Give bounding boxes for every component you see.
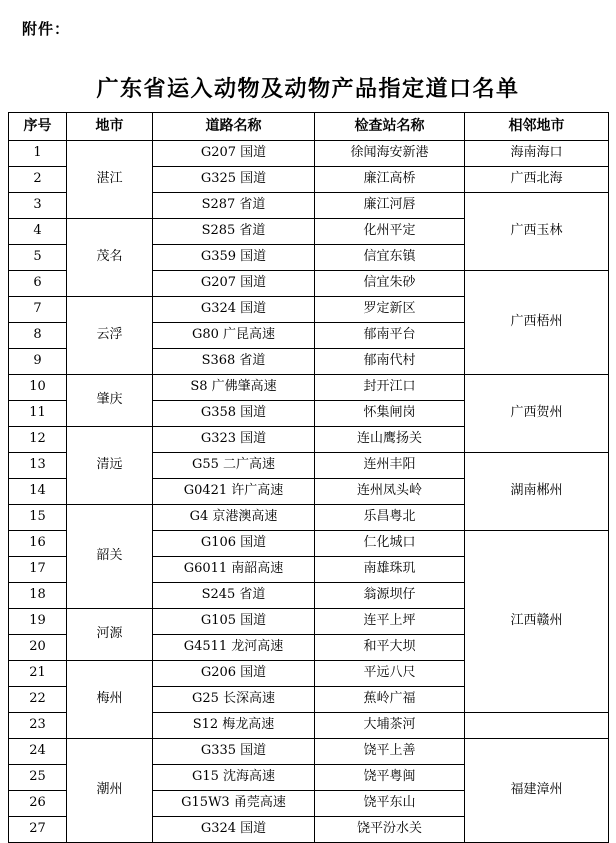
cell-road-name: G358 国道 — [153, 401, 315, 427]
cell-station-name: 封开江口 — [315, 375, 465, 401]
column-header-adjacent: 相邻地市 — [465, 113, 609, 141]
cell-station-name: 翁源坝仔 — [315, 583, 465, 609]
cell-road-name: S8 广佛肇高速 — [153, 375, 315, 401]
cell-adjacent-city: 福建漳州 — [465, 739, 609, 843]
cell-seq: 9 — [9, 349, 67, 375]
cell-road-name: S285 省道 — [153, 219, 315, 245]
cell-road-name: G4 京港澳高速 — [153, 505, 315, 531]
cell-road-name: G324 国道 — [153, 817, 315, 843]
cell-station-name: 饶平东山 — [315, 791, 465, 817]
cell-seq: 15 — [9, 505, 67, 531]
cell-station-name: 怀集闸岗 — [315, 401, 465, 427]
cell-station-name: 饶平上善 — [315, 739, 465, 765]
cell-adjacent-city: 湖南郴州 — [465, 453, 609, 531]
cell-station-name: 仁化城口 — [315, 531, 465, 557]
cell-seq: 7 — [9, 297, 67, 323]
cell-seq: 19 — [9, 609, 67, 635]
attachment-label: 附件： — [22, 20, 71, 38]
column-header-station: 检查站名称 — [315, 113, 465, 141]
designated-checkpoints-table — [8, 112, 609, 843]
cell-city: 清远 — [67, 427, 153, 505]
cell-city: 湛江 — [67, 141, 153, 219]
cell-city: 云浮 — [67, 297, 153, 375]
cell-station-name: 连山鹰扬关 — [315, 427, 465, 453]
cell-station-name: 廉江高桥 — [315, 167, 465, 193]
cell-seq: 3 — [9, 193, 67, 219]
cell-seq: 5 — [9, 245, 67, 271]
cell-seq: 24 — [9, 739, 67, 765]
cell-seq: 13 — [9, 453, 67, 479]
table-row — [9, 375, 609, 401]
cell-road-name: G325 国道 — [153, 167, 315, 193]
table-row — [9, 739, 609, 765]
cell-road-name: G15W3 甬莞高速 — [153, 791, 315, 817]
cell-road-name: G207 国道 — [153, 141, 315, 167]
cell-road-name: G80 广昆高速 — [153, 323, 315, 349]
table-row — [9, 141, 609, 167]
cell-road-name: G0421 许广高速 — [153, 479, 315, 505]
cell-seq: 1 — [9, 141, 67, 167]
cell-station-name: 乐昌粤北 — [315, 505, 465, 531]
table-header-row — [9, 113, 609, 141]
cell-adjacent-city: 广西北海 — [465, 167, 609, 193]
column-header-road: 道路名称 — [153, 113, 315, 141]
cell-seq: 6 — [9, 271, 67, 297]
cell-adjacent-city: 广西贺州 — [465, 375, 609, 453]
cell-station-name: 罗定新区 — [315, 297, 465, 323]
cell-city: 梅州 — [67, 661, 153, 739]
cell-road-name: G4511 龙河高速 — [153, 635, 315, 661]
cell-road-name: G206 国道 — [153, 661, 315, 687]
cell-seq: 20 — [9, 635, 67, 661]
cell-station-name: 蕉岭广福 — [315, 687, 465, 713]
cell-city: 韶关 — [67, 505, 153, 609]
page-title: 广东省运入动物及动物产品指定道口名单 — [96, 76, 520, 102]
cell-station-name: 徐闻海安新港 — [315, 141, 465, 167]
cell-station-name: 信宜朱砂 — [315, 271, 465, 297]
cell-adjacent-city: 海南海口 — [465, 141, 609, 167]
cell-road-name: G359 国道 — [153, 245, 315, 271]
cell-seq: 23 — [9, 713, 67, 739]
cell-seq: 22 — [9, 687, 67, 713]
cell-seq: 18 — [9, 583, 67, 609]
cell-adjacent-city: 广西梧州 — [465, 271, 609, 375]
cell-road-name: G55 二广高速 — [153, 453, 315, 479]
cell-road-name: S12 梅龙高速 — [153, 713, 315, 739]
cell-seq: 21 — [9, 661, 67, 687]
cell-adjacent-city: 广西玉林 — [465, 193, 609, 271]
cell-station-name: 大埔茶河 — [315, 713, 465, 739]
cell-seq: 25 — [9, 765, 67, 791]
cell-seq: 8 — [9, 323, 67, 349]
cell-road-name: G25 长深高速 — [153, 687, 315, 713]
cell-station-name: 信宜东镇 — [315, 245, 465, 271]
cell-road-name: G15 沈海高速 — [153, 765, 315, 791]
cell-seq: 26 — [9, 791, 67, 817]
column-header-seq: 序号 — [9, 113, 67, 141]
cell-station-name: 连州凤头岭 — [315, 479, 465, 505]
cell-adjacent-city: 江西赣州 — [465, 531, 609, 713]
cell-seq: 4 — [9, 219, 67, 245]
cell-seq: 16 — [9, 531, 67, 557]
cell-station-name: 平远八尺 — [315, 661, 465, 687]
cell-road-name: S368 省道 — [153, 349, 315, 375]
cell-station-name: 南雄珠玑 — [315, 557, 465, 583]
cell-station-name: 连州丰阳 — [315, 453, 465, 479]
cell-city: 肇庆 — [67, 375, 153, 427]
cell-city: 茂名 — [67, 219, 153, 297]
cell-road-name: G207 国道 — [153, 271, 315, 297]
cell-station-name: 饶平粤闽 — [315, 765, 465, 791]
cell-station-name: 廉江河唇 — [315, 193, 465, 219]
cell-seq: 12 — [9, 427, 67, 453]
cell-road-name: G335 国道 — [153, 739, 315, 765]
cell-seq: 11 — [9, 401, 67, 427]
cell-city: 河源 — [67, 609, 153, 661]
cell-seq: 10 — [9, 375, 67, 401]
cell-station-name: 连平上坪 — [315, 609, 465, 635]
cell-seq: 14 — [9, 479, 67, 505]
cell-station-name: 化州平定 — [315, 219, 465, 245]
cell-seq: 17 — [9, 557, 67, 583]
cell-station-name: 饶平汾水关 — [315, 817, 465, 843]
cell-road-name: G323 国道 — [153, 427, 315, 453]
cell-station-name: 和平大坝 — [315, 635, 465, 661]
cell-station-name: 郁南代村 — [315, 349, 465, 375]
cell-station-name: 郁南平台 — [315, 323, 465, 349]
cell-road-name: G324 国道 — [153, 297, 315, 323]
cell-road-name: G6011 南韶高速 — [153, 557, 315, 583]
table-body — [9, 141, 609, 843]
column-header-city: 地市 — [67, 113, 153, 141]
cell-road-name: G105 国道 — [153, 609, 315, 635]
cell-city: 潮州 — [67, 739, 153, 843]
cell-road-name: S287 省道 — [153, 193, 315, 219]
cell-seq: 27 — [9, 817, 67, 843]
cell-seq: 2 — [9, 167, 67, 193]
cell-road-name: G106 国道 — [153, 531, 315, 557]
cell-road-name: S245 省道 — [153, 583, 315, 609]
